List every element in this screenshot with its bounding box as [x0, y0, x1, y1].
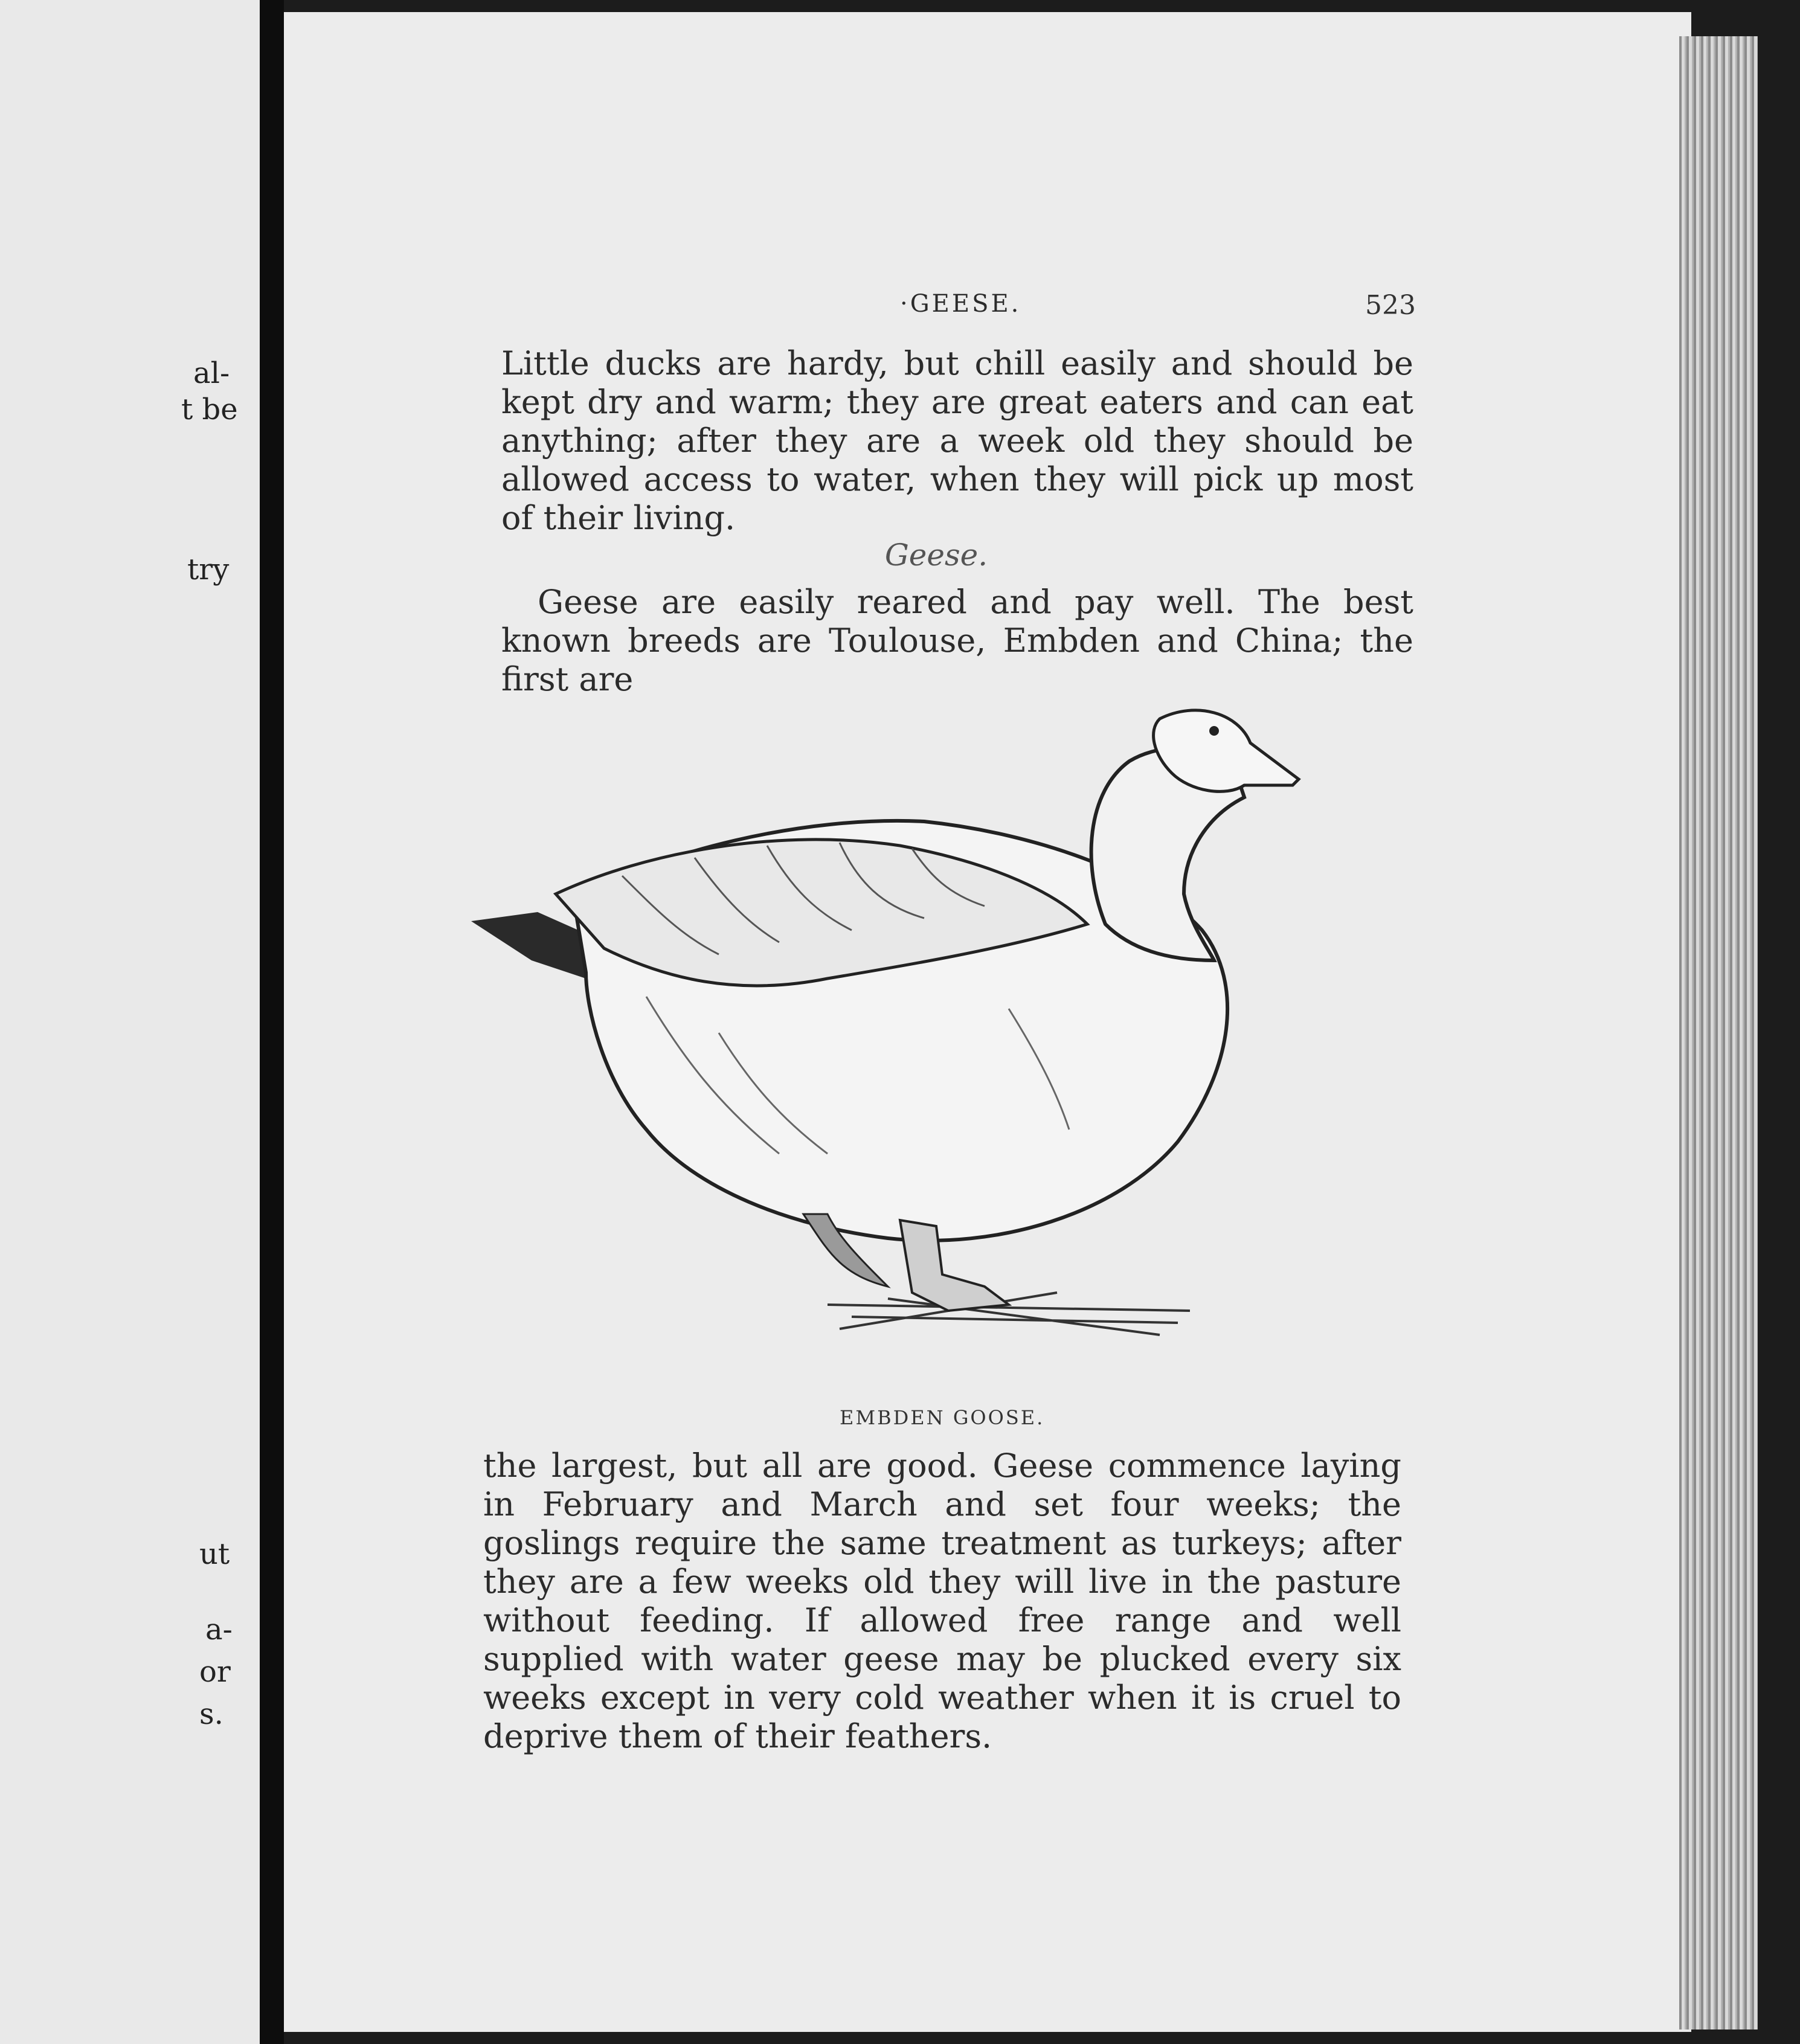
left-page	[0, 0, 260, 2044]
running-header: ·GEESE.	[900, 290, 1021, 318]
left-page-fragment: al-	[193, 356, 230, 390]
figure-caption: EMBDEN GOOSE.	[840, 1406, 1045, 1429]
book-gutter	[260, 0, 284, 2044]
paragraph: Geese are easily reared and pay well. The best known breeds are Toulouse, Embden and China; the first are	[501, 583, 1413, 698]
left-page-fragment: s.	[199, 1697, 223, 1731]
page-number: 523	[1365, 290, 1416, 321]
left-page-fragment: or	[199, 1655, 231, 1689]
left-page-fragment: ut	[199, 1537, 230, 1571]
section-heading: Geese.	[884, 538, 988, 573]
left-page-fragment: t be	[181, 393, 238, 426]
page-edges	[1679, 36, 1758, 2030]
left-page-fragment: try	[187, 553, 230, 587]
paragraph: Little ducks are hardy, but chill easily and should be kept dry and warm; they are great eaters and can eat anything; after they are a week old they should be allowed access to water, when they will pick up most of their living.	[501, 344, 1413, 537]
goose-illustration	[465, 695, 1419, 1389]
paragraph: the largest, but all are good. Geese commence laying in February and March and set four weeks; the goslings require the same treatment as turkeys; after they are a few weeks old they will live in the pasture without feeding. If allowed free range and well supplied with water geese may be plucked every six weeks except in very cold weather when it is cruel to deprive them of their feathers.	[483, 1447, 1401, 1755]
left-page-fragment: a-	[205, 1613, 233, 1647]
